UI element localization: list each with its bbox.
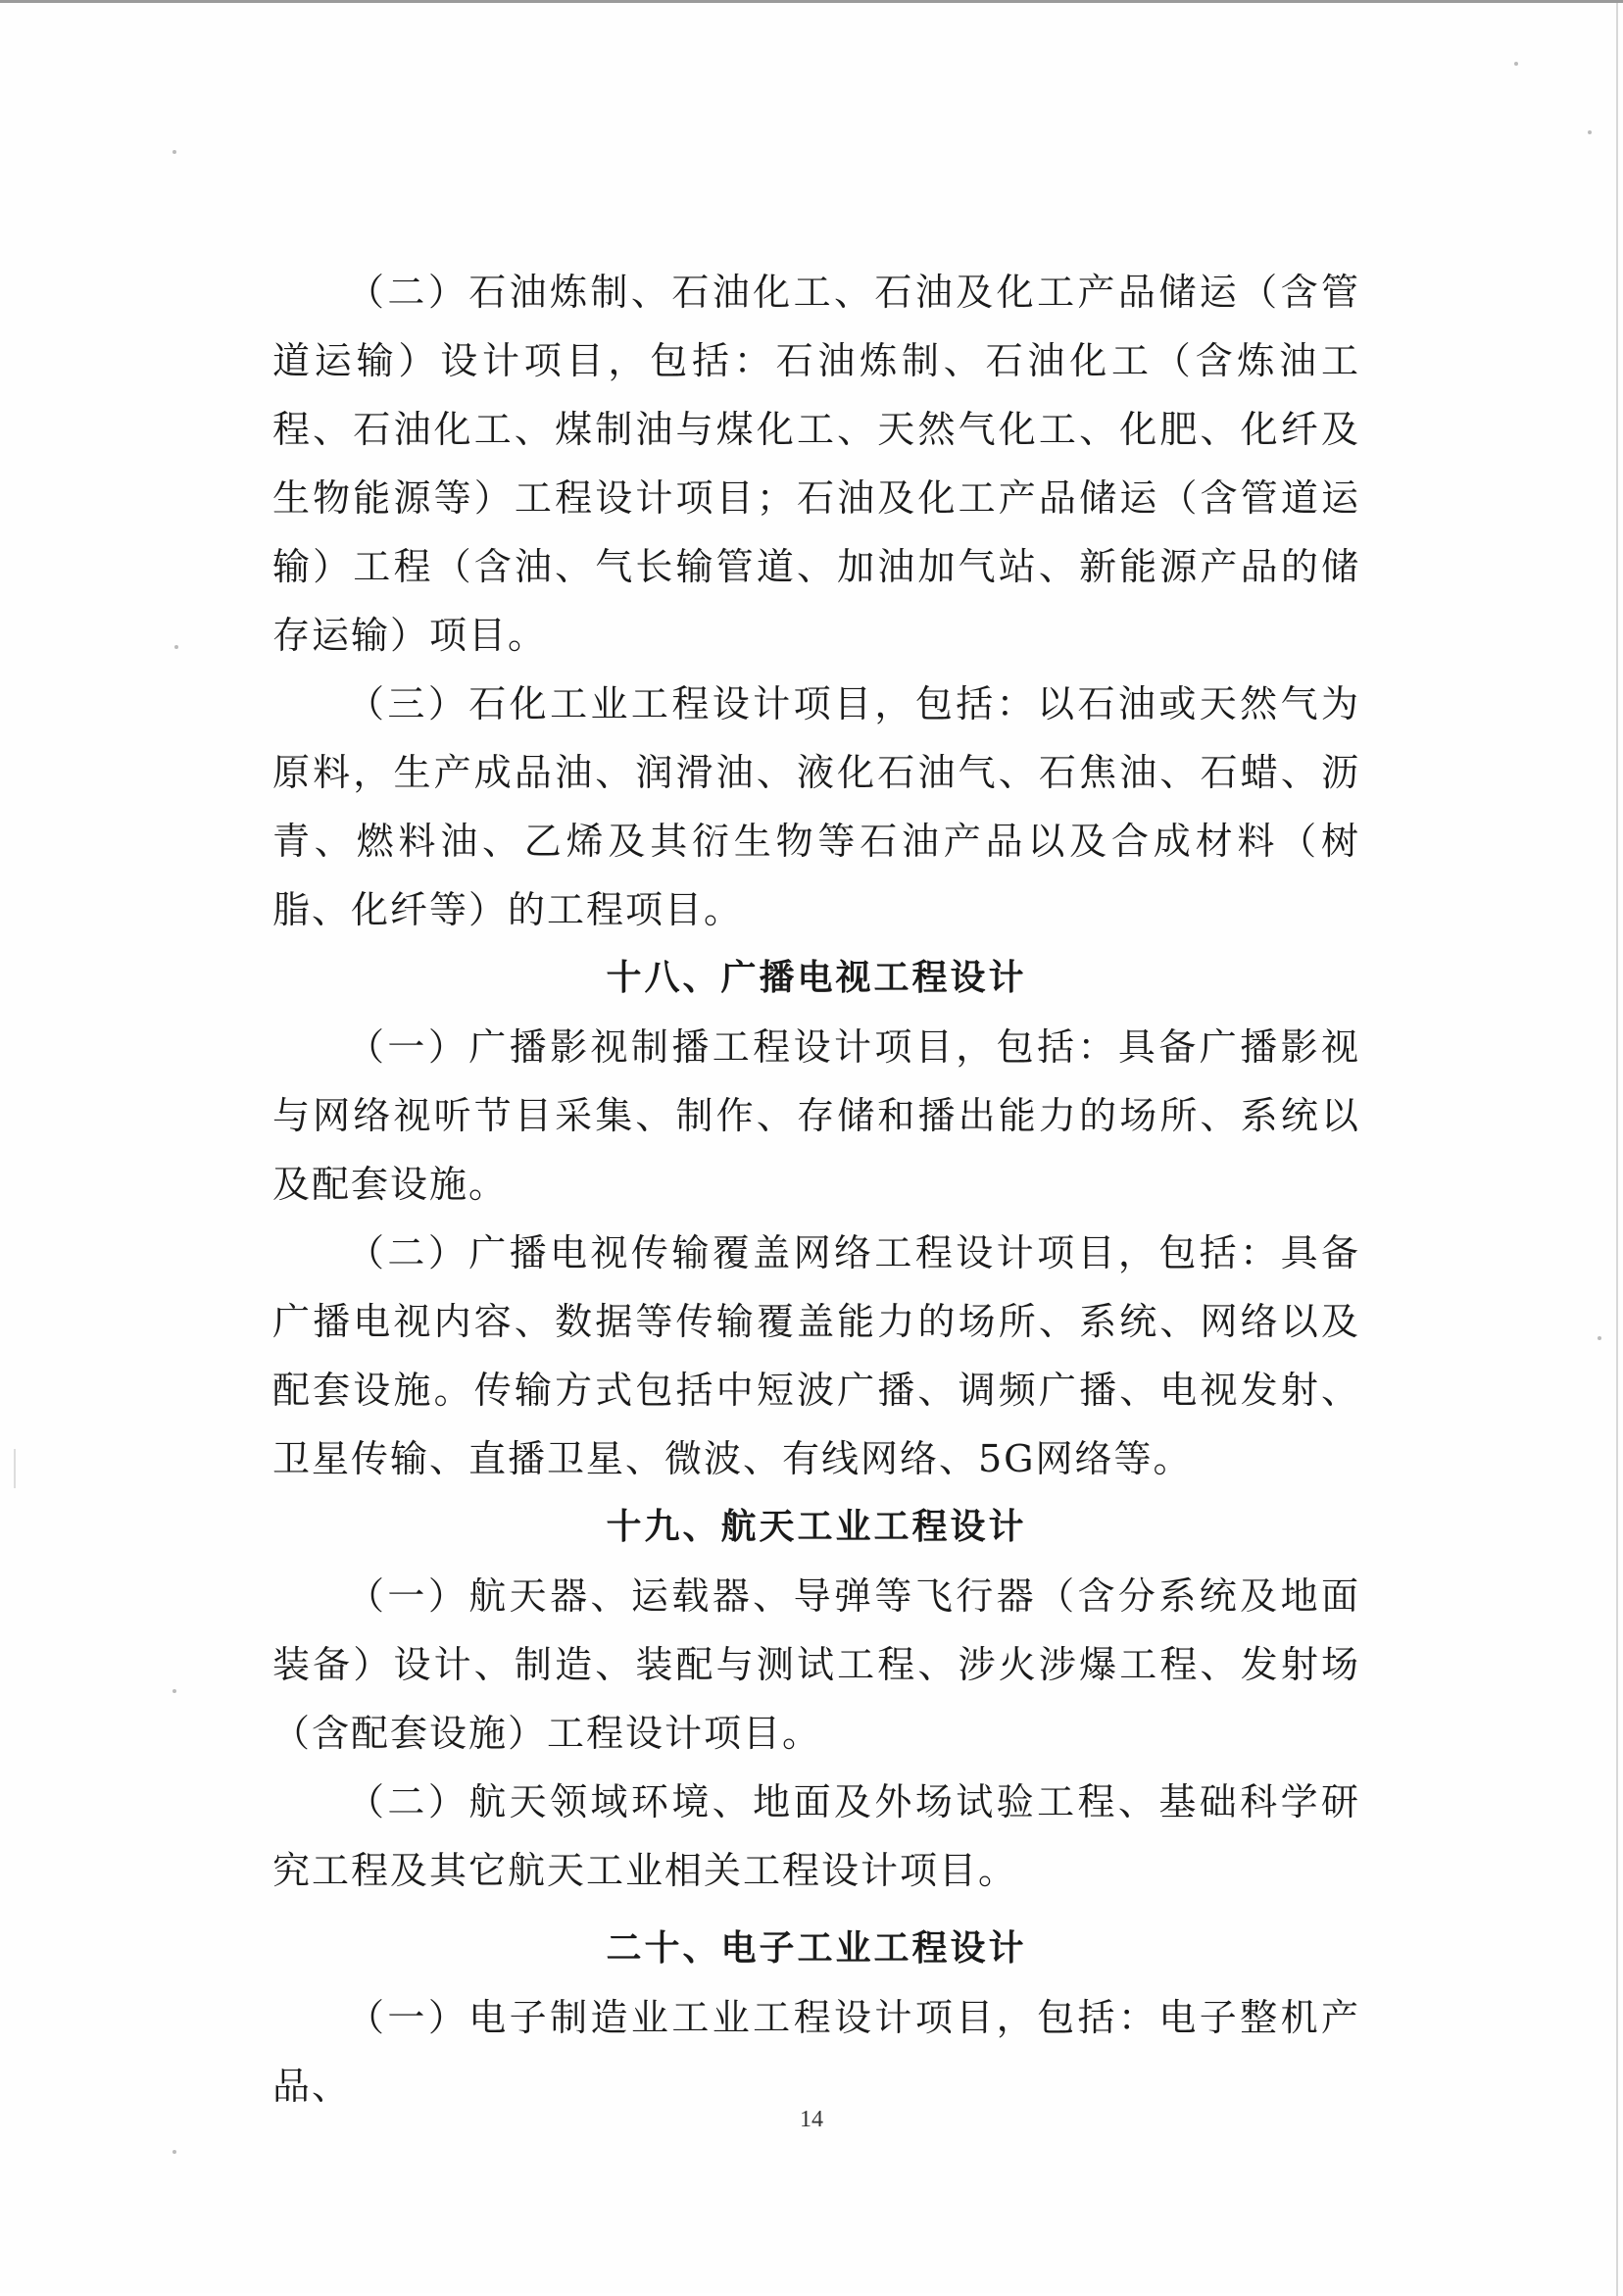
scan-speck <box>174 645 178 649</box>
paragraph-petrochemical-industry: （三）石化工业工程设计项目，包括：以石油或天然气为原料，生产成品油、润滑油、液化石油气、石焦油、石蜡、沥青、燃料油、乙烯及其衍生物等石油产品以及合成材料（树脂、化纤等）的工程项目。 <box>272 682 1360 931</box>
scan-mark <box>14 1449 16 1488</box>
paragraph-broadcast-transmission: （二）广播电视传输覆盖网络工程设计项目，包括：具备广播电视内容、数据等传输覆盖能力的场所、系统、网络以及配套设施。传输方式包括中短波广播、调频广播、电视发射、卫星传输、直播卫星、微波、有线网络、5G网络等。 <box>272 1231 1360 1480</box>
section-heading-electronics: 二十、电子工业工程设计 <box>606 1928 1027 1969</box>
scan-edge <box>1616 3 1618 2296</box>
paragraph-petroleum-refining: （二）石油炼制、石油化工、石油及化工产品储运（含管道运输）设计项目，包括：石油炼制、石油化工（含炼油工程、石油化工、煤制油与煤化工、天然气化工、化肥、化纤及生物能源等）工程设计项目；石油及化工产品储运（含管道运输）工程（含油、气长输管道、加油加气站、新能源产品的储存运输）项目。 <box>272 271 1360 657</box>
spacer <box>272 1905 1360 1915</box>
scan-speck <box>172 2150 176 2154</box>
body-text <box>272 258 1360 2121</box>
scan-speck <box>172 1689 176 1693</box>
section-heading-aerospace: 十九、航天工业工程设计 <box>606 1507 1027 1547</box>
scan-speck <box>1588 130 1592 134</box>
section-heading-broadcast-tv: 十八、广播电视工程设计 <box>606 958 1027 998</box>
paragraph-broadcast-production: （一）广播影视制播工程设计项目，包括：具备广播影视与网络视听节目采集、制作、存储和播出能力的场所、系统以及配套设施。 <box>272 1025 1360 1206</box>
scan-speck <box>172 150 176 154</box>
paragraph-aircraft-design: （一）航天器、运载器、导弹等飞行器（含分系统及地面装备）设计、制造、装配与测试工程、涉火涉爆工程、发射场（含配套设施）工程设计项目。 <box>272 1574 1360 1755</box>
scan-speck <box>1514 62 1518 66</box>
page-number: 14 <box>800 2107 823 2132</box>
paragraph-electronics-manufacturing: （一）电子制造业工业工程设计项目，包括：电子整机产品、 <box>272 1996 1360 2108</box>
paragraph-aerospace-testing: （二）航天领域环境、地面及外场试验工程、基础科学研究工程及其它航天工业相关工程设计项目。 <box>272 1780 1360 1892</box>
scan-speck <box>1598 1336 1601 1340</box>
